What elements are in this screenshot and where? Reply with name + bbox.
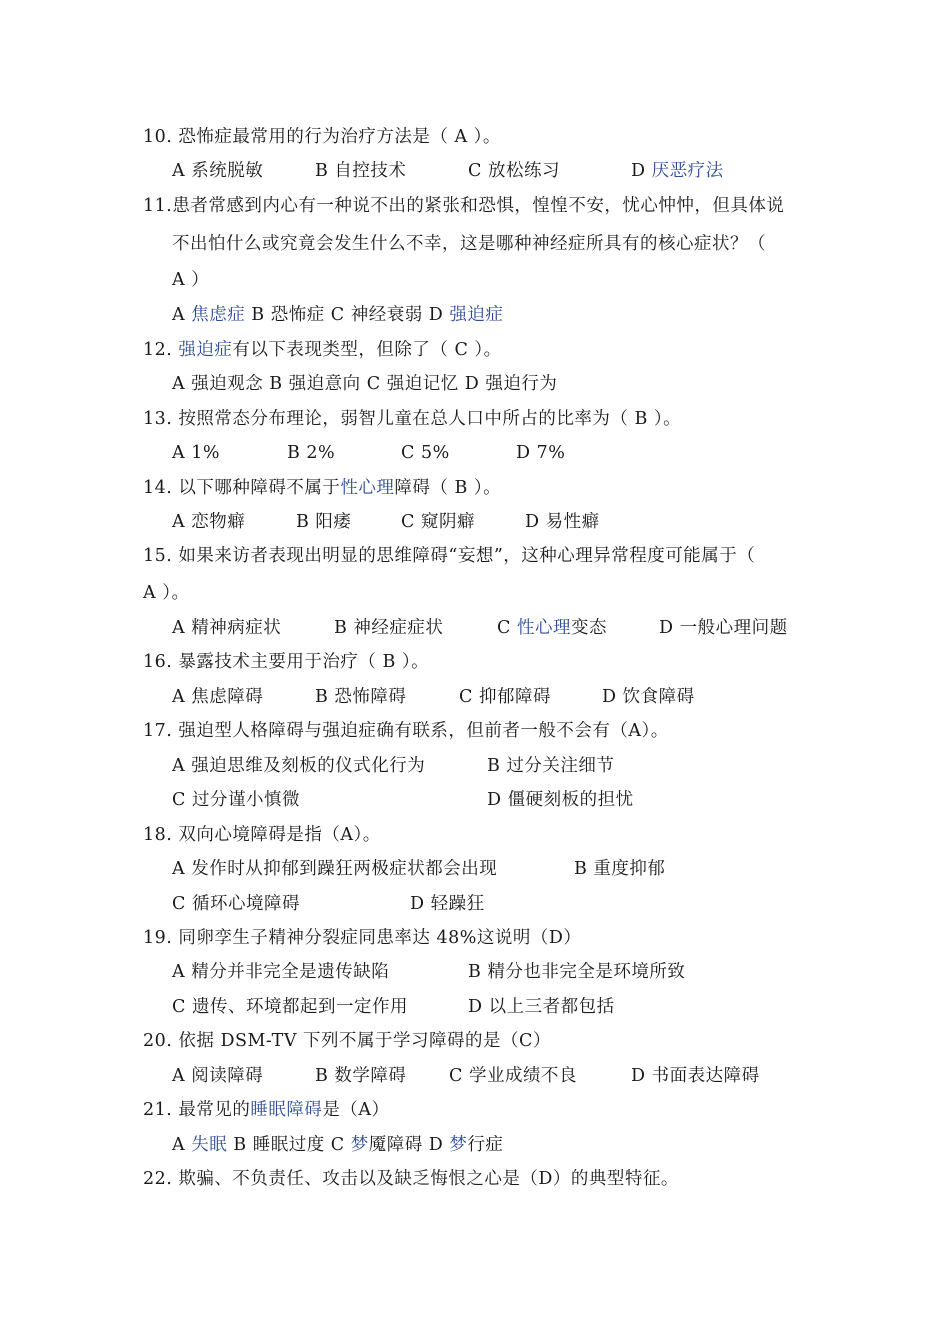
option-c — [497, 617, 607, 639]
option-b: B 数学障碍 — [315, 1066, 407, 1086]
option-c: C 5% — [401, 443, 450, 463]
question-14-keyword: 性心理 — [340, 478, 395, 498]
option-c: C 放松练习 — [468, 161, 560, 181]
question-11-line-1: 11.患者常感到内心有一种说不出的紧张和恐惧，惶惶不安，忧心忡忡，但具体说 — [143, 196, 785, 216]
option-a: A 强迫思维及刻板的仪式化行为 — [172, 756, 426, 776]
question-12 — [143, 339, 502, 361]
option-b: B 过分关注细节 — [487, 756, 615, 776]
option-d — [631, 160, 724, 182]
option-a-text: 失眠 — [191, 1135, 228, 1155]
options-21 — [172, 1134, 503, 1156]
question-11-line-3: A ） — [172, 270, 210, 290]
option-d-text: 厌恶疗法 — [651, 161, 724, 181]
option-c: C 循环心境障碍 — [172, 894, 300, 914]
option-d-keyword: 梦 — [449, 1135, 468, 1155]
question-16: 16. 暴露技术主要用于治疗（ B ）。 — [143, 652, 430, 672]
option-b: B 睡眠过度 C — [227, 1135, 351, 1155]
question-15-line-1: 15. 如果来访者表现出明显的思维障碍“妄想”，这种心理异常程度可能属于（ — [143, 546, 756, 566]
option-c: C 遗传、环境都起到一定作用 — [172, 997, 408, 1017]
question-15-line-2: A ）。 — [143, 583, 190, 603]
question-12-keyword: 强迫症 — [178, 340, 233, 360]
option-d: D 饮食障碍 — [602, 687, 695, 707]
option-a: A 精神病症状 — [172, 618, 282, 638]
question-14 — [143, 477, 501, 499]
question-11-line-2: 不出怕什么或究竟会发生什么不幸，这是哪种神经症所具有的核心症状？（ — [172, 234, 766, 254]
question-18: 18. 双向心境障碍是指（A）。 — [143, 825, 381, 845]
option-a: A 阅读障碍 — [172, 1066, 264, 1086]
option-d: D 轻躁狂 — [410, 894, 485, 914]
question-12-number: 12. — [143, 340, 179, 360]
option-a: A 精分并非完全是遗传缺陷 — [172, 962, 390, 982]
option-a: A 发作时从抑郁到躁狂两极症状都会出现 — [172, 859, 498, 879]
options-12: A 强迫观念 B 强迫意向 C 强迫记忆 D 强迫行为 — [172, 374, 558, 394]
option-c-letter: C — [497, 618, 517, 638]
option-a: A 1% — [172, 443, 220, 463]
question-13: 13. 按照常态分布理论，弱智儿童在总人口中所占的比率为（ B ）。 — [143, 409, 682, 429]
option-a-letter: A — [172, 305, 192, 325]
option-b: B 自控技术 — [315, 161, 407, 181]
option-a-letter: A — [172, 1135, 192, 1155]
question-21-keyword: 睡眠障碍 — [250, 1100, 323, 1120]
question-21-text-a: 21. 最常见的 — [143, 1100, 251, 1120]
option-b: B 重度抑郁 — [574, 859, 666, 879]
question-12-text: 有以下表现类型，但除了（ C ）。 — [232, 340, 502, 360]
question-14-text-a: 14. 以下哪种障碍不属于 — [143, 478, 341, 498]
question-17: 17. 强迫型人格障碍与强迫症确有联系，但前者一般不会有（A）。 — [143, 721, 669, 741]
option-a: A 恋物癖 — [172, 512, 246, 532]
option-d-text: 强迫症 — [449, 305, 504, 325]
option-a: A 系统脱敏 — [172, 161, 264, 181]
option-a-text: 焦虑症 — [191, 305, 246, 325]
option-c: C 抑郁障碍 — [459, 687, 551, 707]
option-c: C 过分谨小慎微 — [172, 790, 300, 810]
option-b: B 恐怖障碍 — [315, 687, 407, 707]
option-d-letter: D — [631, 161, 652, 181]
option-d: D 书面表达障碍 — [631, 1066, 760, 1086]
option-b: B 阳痿 — [296, 512, 352, 532]
question-19: 19. 同卵孪生子精神分裂症同患率达 48%这说明（D） — [143, 928, 582, 948]
question-14-text-b: 障碍（ B ）。 — [394, 478, 502, 498]
option-c: C 学业成绩不良 — [449, 1066, 577, 1086]
option-a: A 焦虑障碍 — [172, 687, 264, 707]
question-22: 22. 欺骗、不负责任、攻击以及缺乏悔恨之心是（D）的典型特征。 — [143, 1169, 679, 1189]
option-c-suffix: 变态 — [570, 618, 607, 638]
question-21 — [143, 1099, 390, 1121]
option-d: D 一般心理问题 — [659, 618, 788, 638]
option-b: B 神经症症状 — [334, 618, 444, 638]
option-d: D 易性癖 — [525, 512, 600, 532]
option-b: B 精分也非完全是环境所致 — [468, 962, 686, 982]
options-11 — [172, 304, 503, 326]
option-c-keyword: 梦 — [350, 1135, 369, 1155]
option-c: C 窥阴癖 — [401, 512, 475, 532]
option-c-keyword: 性心理 — [516, 618, 571, 638]
option-b: B 2% — [287, 443, 336, 463]
option-d-suffix: 行症 — [467, 1135, 504, 1155]
question-20: 20. 依据 DSM-TV 下列不属于学习障碍的是（C） — [143, 1031, 551, 1051]
question-10: 10. 恐怖症最常用的行为治疗方法是（ A ）。 — [143, 127, 501, 147]
option-d: D 以上三者都包括 — [468, 997, 615, 1017]
option-b-c: B 恐怖症 C 神经衰弱 D — [245, 305, 450, 325]
option-c-suffix: 魇障碍 D — [368, 1135, 450, 1155]
question-21-text-b: 是（A） — [322, 1100, 390, 1120]
option-d: D 7% — [516, 443, 566, 463]
option-d: D 僵硬刻板的担忧 — [487, 790, 634, 810]
